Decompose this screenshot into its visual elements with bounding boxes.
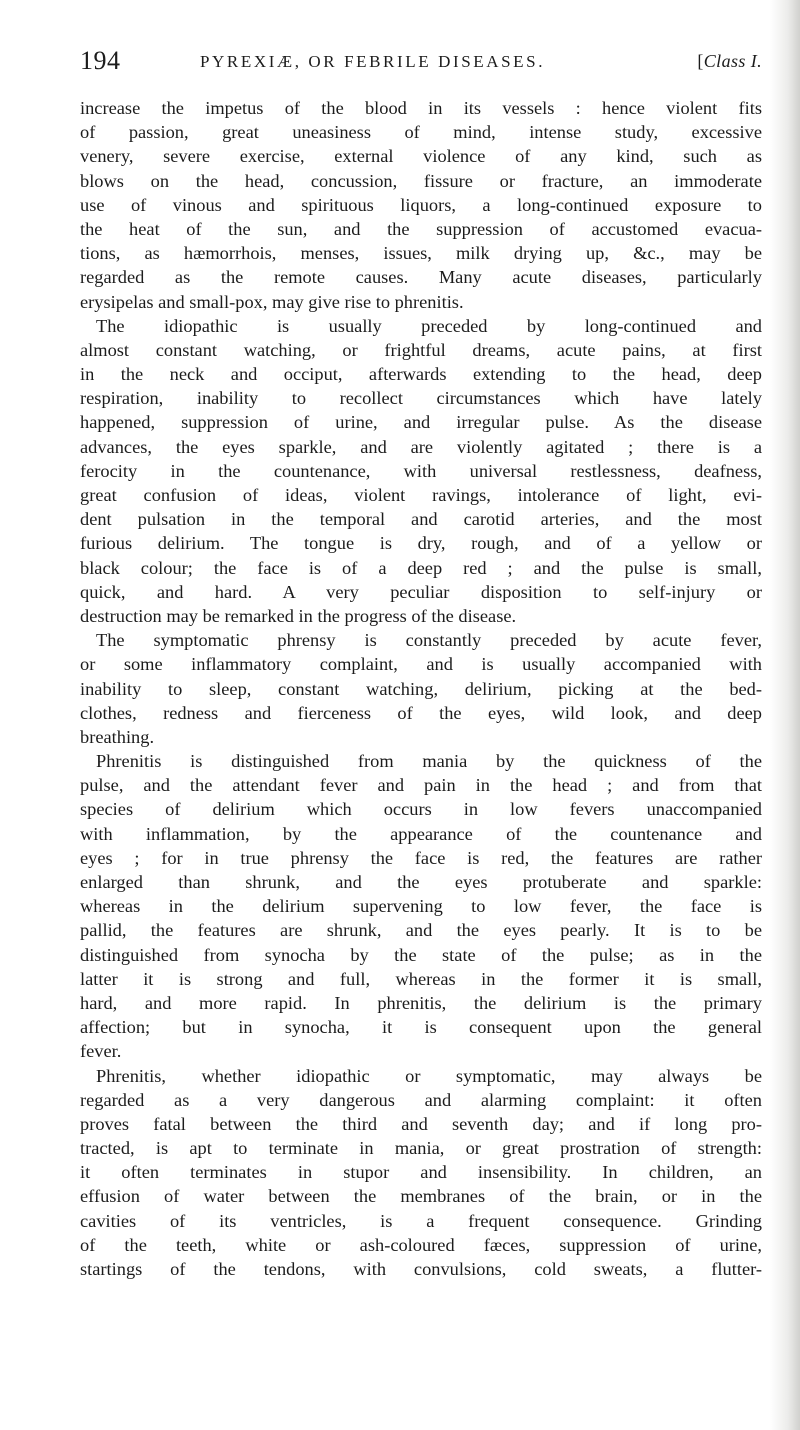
text-line: blows on the head, concussion, fissure or fracture, an immoderate (80, 170, 762, 191)
text-line: furious delirium. The tongue is dry, rough, and of a yellow or (80, 533, 762, 554)
text-line: happened, suppression of urine, and irregular pulse. As the disease (80, 412, 762, 433)
text-line: quick, and hard. A very peculiar disposition to self-injury or (80, 581, 762, 602)
text-line: of passion, great uneasiness of mind, intense study, excessive (80, 122, 762, 143)
text-line: use of vinous and spirituous liquors, a long-continued exposure to (80, 194, 762, 215)
text-line: destruction may be remarked in the progress of the disease. (80, 605, 517, 626)
running-header (80, 46, 762, 86)
paragraph-start-line: Phrenitis is distinguished from mania by the quickness of the (96, 751, 762, 772)
text-line: it often terminates in stupor and insensibility. In children, an (80, 1162, 762, 1183)
body-text (80, 96, 762, 1281)
text-line: distinguished from synocha by the state of the pulse; as in the (80, 944, 762, 965)
text-line: increase the impetus of the blood in its vessels : hence violent fits (80, 98, 762, 118)
class-label (697, 51, 762, 72)
text-line: regarded as a very dangerous and alarming complaint: it often (80, 1089, 762, 1110)
text-line: latter it is strong and full, whereas in the former it is small, (80, 968, 762, 989)
text-line: black colour; the face is of a deep red ; and the pulse is small, (80, 557, 762, 578)
text-line: inability to sleep, constant watching, delirium, picking at the bed- (80, 678, 762, 699)
text-line: advances, the eyes sparkle, and are violently agitated ; there is a (80, 436, 762, 457)
text-line: regarded as the remote causes. Many acute diseases, particularly (80, 267, 762, 288)
paragraph-start-line: The idiopathic is usually preceded by long-continued and (96, 315, 762, 336)
text-line: or some inflammatory complaint, and is usually accompanied with (80, 654, 762, 675)
page-edge-shadow (770, 0, 800, 1430)
text-line: pulse, and the attendant fever and pain in the head ; and from that (80, 775, 762, 796)
text-line: pallid, the features are shrunk, and the eyes pearly. It is to be (80, 920, 762, 941)
text-line: respiration, inability to recollect circumstances which have lately (80, 388, 762, 409)
text-line: with inflammation, by the appearance of the countenance and (80, 823, 762, 844)
class-label-text: Class I. (703, 51, 762, 71)
text-line: proves fatal between the third and seventh day; and if long pro- (80, 1113, 762, 1134)
text-line: ferocity in the countenance, with universal restlessness, deafness, (80, 460, 762, 481)
text-line: affection; but in synocha, it is consequent upon the general (80, 1017, 762, 1038)
text-line: in the neck and occiput, afterwards extending to the head, deep (80, 364, 762, 385)
text-line: whereas in the delirium supervening to low fever, the face is (80, 896, 762, 917)
running-title: PYREXIÆ, OR FEBRILE DISEASES. (200, 52, 546, 71)
paragraph-start-line: The symptomatic phrensy is constantly preceded by acute fever, (96, 630, 762, 651)
text-line: enlarged than shrunk, and the eyes protuberate and sparkle: (80, 872, 762, 892)
text-line: great confusion of ideas, violent ravings, intolerance of light, evi- (80, 485, 762, 505)
class-label-bracket: [ (697, 51, 704, 71)
text-line: hard, and more rapid. In phrenitis, the delirium is the primary (80, 992, 762, 1013)
text-line: species of delirium which occurs in low fevers unaccompanied (80, 799, 762, 820)
paragraph-start-line: Phrenitis, whether idiopathic or symptomatic, may always be (96, 1065, 762, 1086)
text-line: eyes ; for in true phrensy the face is red, the features are rather (80, 847, 762, 868)
text-line: cavities of its ventricles, is a frequent consequence. Grinding (80, 1210, 762, 1231)
text-line: dent pulsation in the temporal and carotid arteries, and the most (80, 509, 762, 530)
text-line: the heat of the sun, and the suppression of accustomed evacua- (80, 218, 762, 239)
text-line: erysipelas and small-pox, may give rise to phrenitis. (80, 291, 464, 312)
text-line: venery, severe exercise, external violence of any kind, such as (80, 146, 762, 167)
page-number: 194 (80, 46, 121, 75)
text-line: effusion of water between the membranes of the brain, or in the (80, 1186, 762, 1207)
text-line: of the teeth, white or ash-coloured fæces, suppression of urine, (80, 1234, 762, 1255)
text-line: fever. (80, 1041, 122, 1062)
text-line: tions, as hæmorrhois, menses, issues, milk drying up, &c., may be (80, 243, 762, 264)
text-line: breathing. (80, 726, 155, 747)
text-line: clothes, redness and fierceness of the eyes, wild look, and deep (80, 702, 762, 723)
text-line: almost constant watching, or frightful dreams, acute pains, at first (80, 339, 762, 360)
text-line: startings of the tendons, with convulsions, cold sweats, a flutter- (80, 1259, 762, 1279)
text-line: tracted, is apt to terminate in mania, or great prostration of strength: (80, 1138, 762, 1159)
